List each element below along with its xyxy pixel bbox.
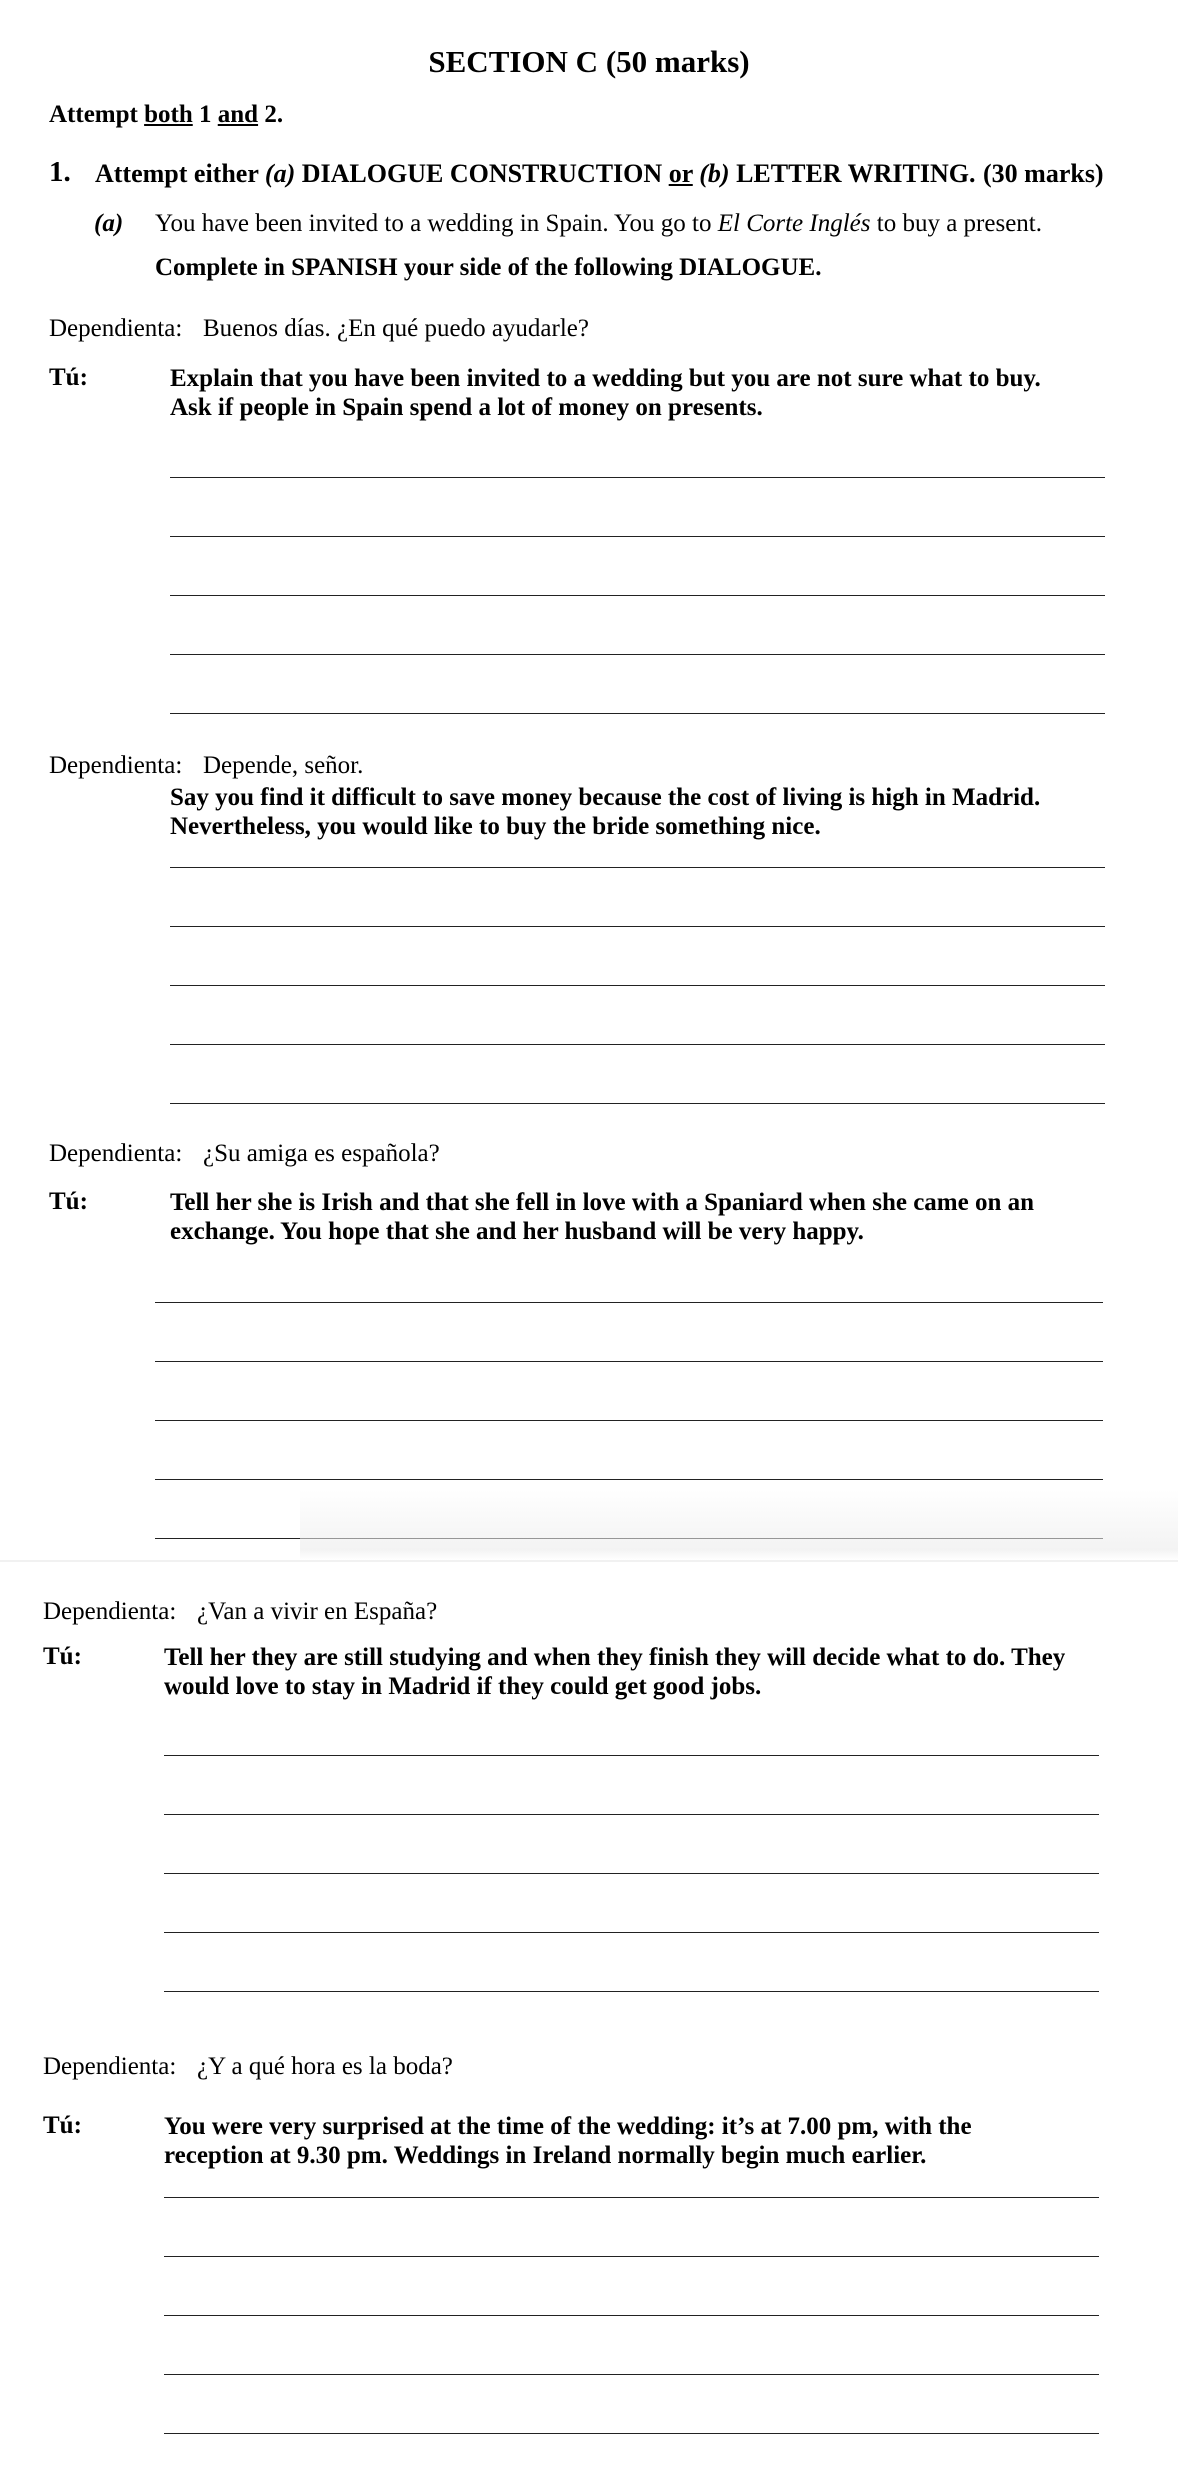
prompt-line: Ask if people in Spain spend a lot of money on presents.	[170, 394, 763, 421]
answer-line[interactable]	[170, 654, 1105, 655]
prompt-line: Tell her they are still studying and when they finish they will decide what to do. They	[164, 1644, 1066, 1671]
answer-line[interactable]	[170, 867, 1105, 868]
prompt-line: Nevertheless, you would like to buy the bride something nice.	[170, 813, 821, 840]
answer-line[interactable]	[164, 2256, 1099, 2257]
answer-line[interactable]	[170, 536, 1105, 537]
scan-shadow	[300, 1490, 1178, 1560]
prompt-line: exchange. You hope that she and her husband will be very happy.	[170, 1218, 864, 1245]
dialogue-construction: DIALOGUE CONSTRUCTION	[295, 159, 669, 188]
speaker-label: Dependienta:	[49, 752, 183, 779]
answer-line[interactable]	[155, 1420, 1103, 1421]
attempt-instruction	[49, 101, 283, 129]
answer-line[interactable]	[155, 1538, 1103, 1539]
intro-pre: You have been invited to a wedding in Spain. You go to	[155, 210, 718, 237]
answer-line[interactable]	[170, 926, 1105, 927]
section-title: SECTION C (50 marks)	[428, 44, 750, 79]
clerk-line: Buenos días. ¿En qué puedo ayudarle?	[203, 315, 589, 342]
prompt-line: Explain that you have been invited to a wedding but you are not sure what to buy.	[170, 365, 1041, 392]
part-a-intro	[155, 210, 1042, 238]
answer-line[interactable]	[164, 1814, 1099, 1815]
question-heading	[95, 159, 975, 189]
prompt-line: Tell her she is Irish and that she fell in love with a Spaniard when she came on an	[170, 1189, 1035, 1216]
intro-post: to buy a present.	[870, 210, 1042, 237]
answer-line[interactable]	[164, 1873, 1099, 1874]
attempt-two: 2.	[258, 101, 284, 128]
attempt-one: 1	[192, 101, 218, 128]
clerk-line: ¿Y a qué hora es la boda?	[197, 2053, 453, 2080]
answer-line[interactable]	[164, 1932, 1099, 1933]
answer-line[interactable]	[155, 1302, 1103, 1303]
question-marks: (30 marks)	[983, 159, 1104, 188]
attempt-and: and	[217, 101, 259, 128]
answer-line[interactable]	[170, 713, 1105, 714]
clerk-line: Depende, señor.	[203, 752, 364, 779]
answer-line[interactable]	[164, 2197, 1099, 2198]
prompt-line: Say you find it difficult to save money because the cost of living is high in Madrid.	[170, 784, 1041, 811]
tu-label: Tú:	[43, 2112, 82, 2139]
clerk-line: ¿Van a vivir en España?	[197, 1598, 438, 1625]
attempt-either: Attempt either	[95, 159, 265, 188]
speaker-label: Dependienta:	[49, 315, 183, 342]
answer-line[interactable]	[170, 1044, 1105, 1045]
speaker-label: Dependienta:	[49, 1140, 183, 1167]
tu-label: Tú:	[43, 1643, 82, 1670]
answer-line[interactable]	[170, 985, 1105, 986]
attempt-pre: Attempt	[49, 101, 145, 128]
answer-line[interactable]	[170, 595, 1105, 596]
attempt-both: both	[144, 101, 193, 128]
prompt-line: You were very surprised at the time of the wedding: it’s at 7.00 pm, with the	[164, 2113, 972, 2140]
prompt-line: would love to stay in Madrid if they could get good jobs.	[164, 1673, 762, 1700]
part-a-label: (a)	[94, 210, 124, 237]
tu-label: Tú:	[49, 364, 88, 391]
answer-line[interactable]	[164, 2315, 1099, 2316]
or-word: or	[668, 159, 693, 188]
part-b-ref: (b)	[699, 159, 730, 188]
speaker-label: Dependienta:	[43, 1598, 177, 1625]
store-name: El Corte Inglés	[717, 210, 871, 237]
answer-line[interactable]	[155, 1361, 1103, 1362]
prompt-line: reception at 9.30 pm. Weddings in Ireland normally begin much earlier.	[164, 2142, 927, 2169]
part-a-instruction: Complete in SPANISH your side of the following DIALOGUE.	[155, 254, 822, 281]
tu-label: Tú:	[49, 1188, 88, 1215]
answer-line[interactable]	[164, 1991, 1099, 1992]
speaker-label: Dependienta:	[43, 2053, 177, 2080]
clerk-line: ¿Su amiga es española?	[203, 1140, 440, 1167]
answer-line[interactable]	[164, 2374, 1099, 2375]
question-number: 1.	[49, 156, 71, 188]
page-divider	[0, 1560, 1178, 1562]
answer-line[interactable]	[164, 1755, 1099, 1756]
answer-line[interactable]	[164, 2433, 1099, 2434]
answer-line[interactable]	[170, 477, 1105, 478]
part-a-ref: (a)	[264, 159, 296, 188]
answer-line[interactable]	[170, 1103, 1105, 1104]
answer-line[interactable]	[155, 1479, 1103, 1480]
letter-writing: LETTER WRITING.	[729, 159, 976, 188]
